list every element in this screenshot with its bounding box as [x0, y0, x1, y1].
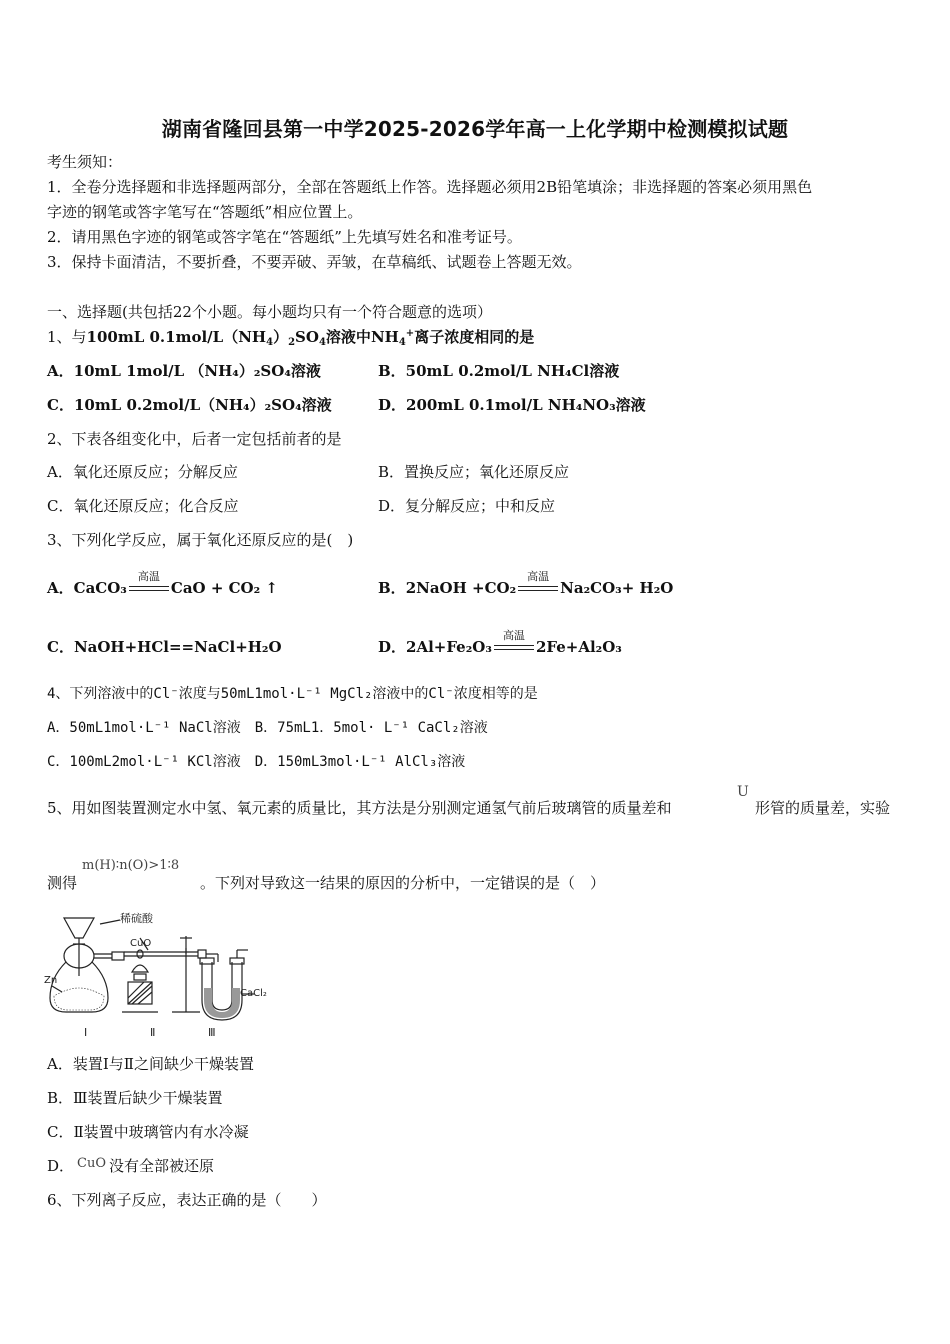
q4-options-cd: C．100mL2mol·L⁻¹ KCl溶液 D．150mL3mol·L⁻¹ AlCl₃溶液	[47, 754, 466, 770]
notice-heading: 考生须知：	[47, 153, 123, 171]
section-heading: 一、选择题(共包括22个小题。每小题均只有一个符合题意的选项）	[47, 303, 492, 321]
label-cacl2: CaCl₂	[240, 988, 267, 999]
label-cuo: CuO	[130, 938, 152, 949]
q5-stem-part1: 5、用如图装置测定水中氢、氧元素的质量比，其方法是分别测定通氢气前后玻璃管的质量差和	[47, 799, 672, 817]
q2-option-b: B．置换反应；氧化还原反应	[378, 463, 570, 481]
high-temp-arrow: 高温	[518, 582, 558, 596]
q3-option-b: B．2NaOH +CO₂ 高温 Na₂CO₃+ H₂O	[378, 570, 674, 597]
q3-option-a: A．CaCO₃ 高温 CaO + CO₂ ↑	[47, 570, 278, 597]
q4-stem: 4、下列溶液中的Cl⁻浓度与50mL1mol·L⁻¹ MgCl₂溶液中的Cl⁻浓度相等的是	[47, 686, 538, 702]
q1-stem: 1、与100mL $0.1mol/L(NH_4)_2SO_4$溶液中$NH_4^+$离子浓度相同的是	[47, 328, 535, 348]
q4-options-ab: A．50mL1mol·L⁻¹ NaCl溶液 B．75mL1．5mol· L⁻¹ CaCl₂溶液	[47, 720, 488, 736]
q1-option-d: D．200mL 0.1mol/L NH₄NO₃溶液	[378, 396, 646, 414]
u-tube-symbol: U	[737, 784, 749, 800]
q1-option-b: B．50mL 0.2mol/L NH₄Cl溶液	[378, 362, 620, 380]
q3-option-d: D．2Al+Fe₂O₃ 高温 2Fe+Al₂O₃	[378, 629, 622, 656]
q2-stem: 2、下表各组变化中，后者一定包括前者的是	[47, 430, 342, 448]
q2-option-c: C．氧化还原反应；化合反应	[47, 497, 239, 515]
q6-stem: 6、下列离子反应，表达正确的是（ ）	[47, 1191, 327, 1209]
notice-item-2: 2．请用黑色字迹的钢笔或答字笔在“答题纸”上先填写姓名和准考证号。	[47, 228, 522, 246]
q5-option-c: C．Ⅱ装置中玻璃管内有水冷凝	[47, 1123, 249, 1141]
notice-item-1b: 字迹的钢笔或答字笔写在“答题纸”相应位置上。	[47, 203, 363, 221]
q1-option-a: A．10mL 1mol/L （NH₄）₂SO₄溶液	[47, 362, 321, 380]
q3-option-c: C．NaOH+HCl==NaCl+H₂O	[47, 638, 282, 656]
mass-ratio: m(H)∶n(O)>1∶8	[82, 858, 180, 873]
label-dilute-sulfuric-acid: 稀硫酸	[120, 912, 153, 925]
label-zn: Zn	[44, 975, 58, 986]
q5-option-b: B．Ⅲ装置后缺少干燥装置	[47, 1089, 223, 1107]
label-apparatus-1: Ⅰ	[84, 1026, 88, 1039]
q5-option-d: D． CuO 没有全部被还原	[47, 1156, 215, 1175]
high-temp-arrow: 高温	[494, 641, 534, 655]
high-temp-arrow: 高温	[129, 582, 169, 596]
q5-stem-part3: 。下列对导致这一结果的原因的分析中，一定错误的是（ ）	[200, 874, 606, 892]
cuo-formula: CuO	[77, 1156, 107, 1171]
q2-option-d: D．复分解反应；中和反应	[378, 497, 556, 515]
exam-title: 湖南省隆回县第一中学2025-2026学年高一上化学期中检测模拟试题	[161, 117, 789, 141]
apparatus-diagram	[40, 908, 280, 1042]
q5-option-a: A．装置Ⅰ与Ⅱ之间缺少干燥装置	[47, 1055, 254, 1073]
label-apparatus-3: Ⅲ	[208, 1026, 216, 1039]
q2-option-a: A．氧化还原反应；分解反应	[47, 463, 238, 481]
notice-item-3: 3．保持卡面清洁，不要折叠，不要弄破、弄皱，在草稿纸、试题卷上答题无效。	[47, 253, 582, 271]
label-apparatus-2: Ⅱ	[150, 1026, 156, 1039]
q5-measure-label: 测得	[47, 874, 78, 892]
q3-stem: 3、下列化学反应，属于氧化还原反应的是( )	[47, 531, 354, 549]
q5-stem-part2: 形管的质量差，实验	[755, 799, 891, 817]
q1-option-c: C．10mL 0.2mol/L（NH₄）₂SO₄溶液	[47, 396, 332, 414]
notice-item-1a: 1．全卷分选择题和非选择题两部分，全部在答题纸上作答。选择题必须用2B铅笔填涂；非选择题的答案必须用黑色	[47, 178, 813, 196]
